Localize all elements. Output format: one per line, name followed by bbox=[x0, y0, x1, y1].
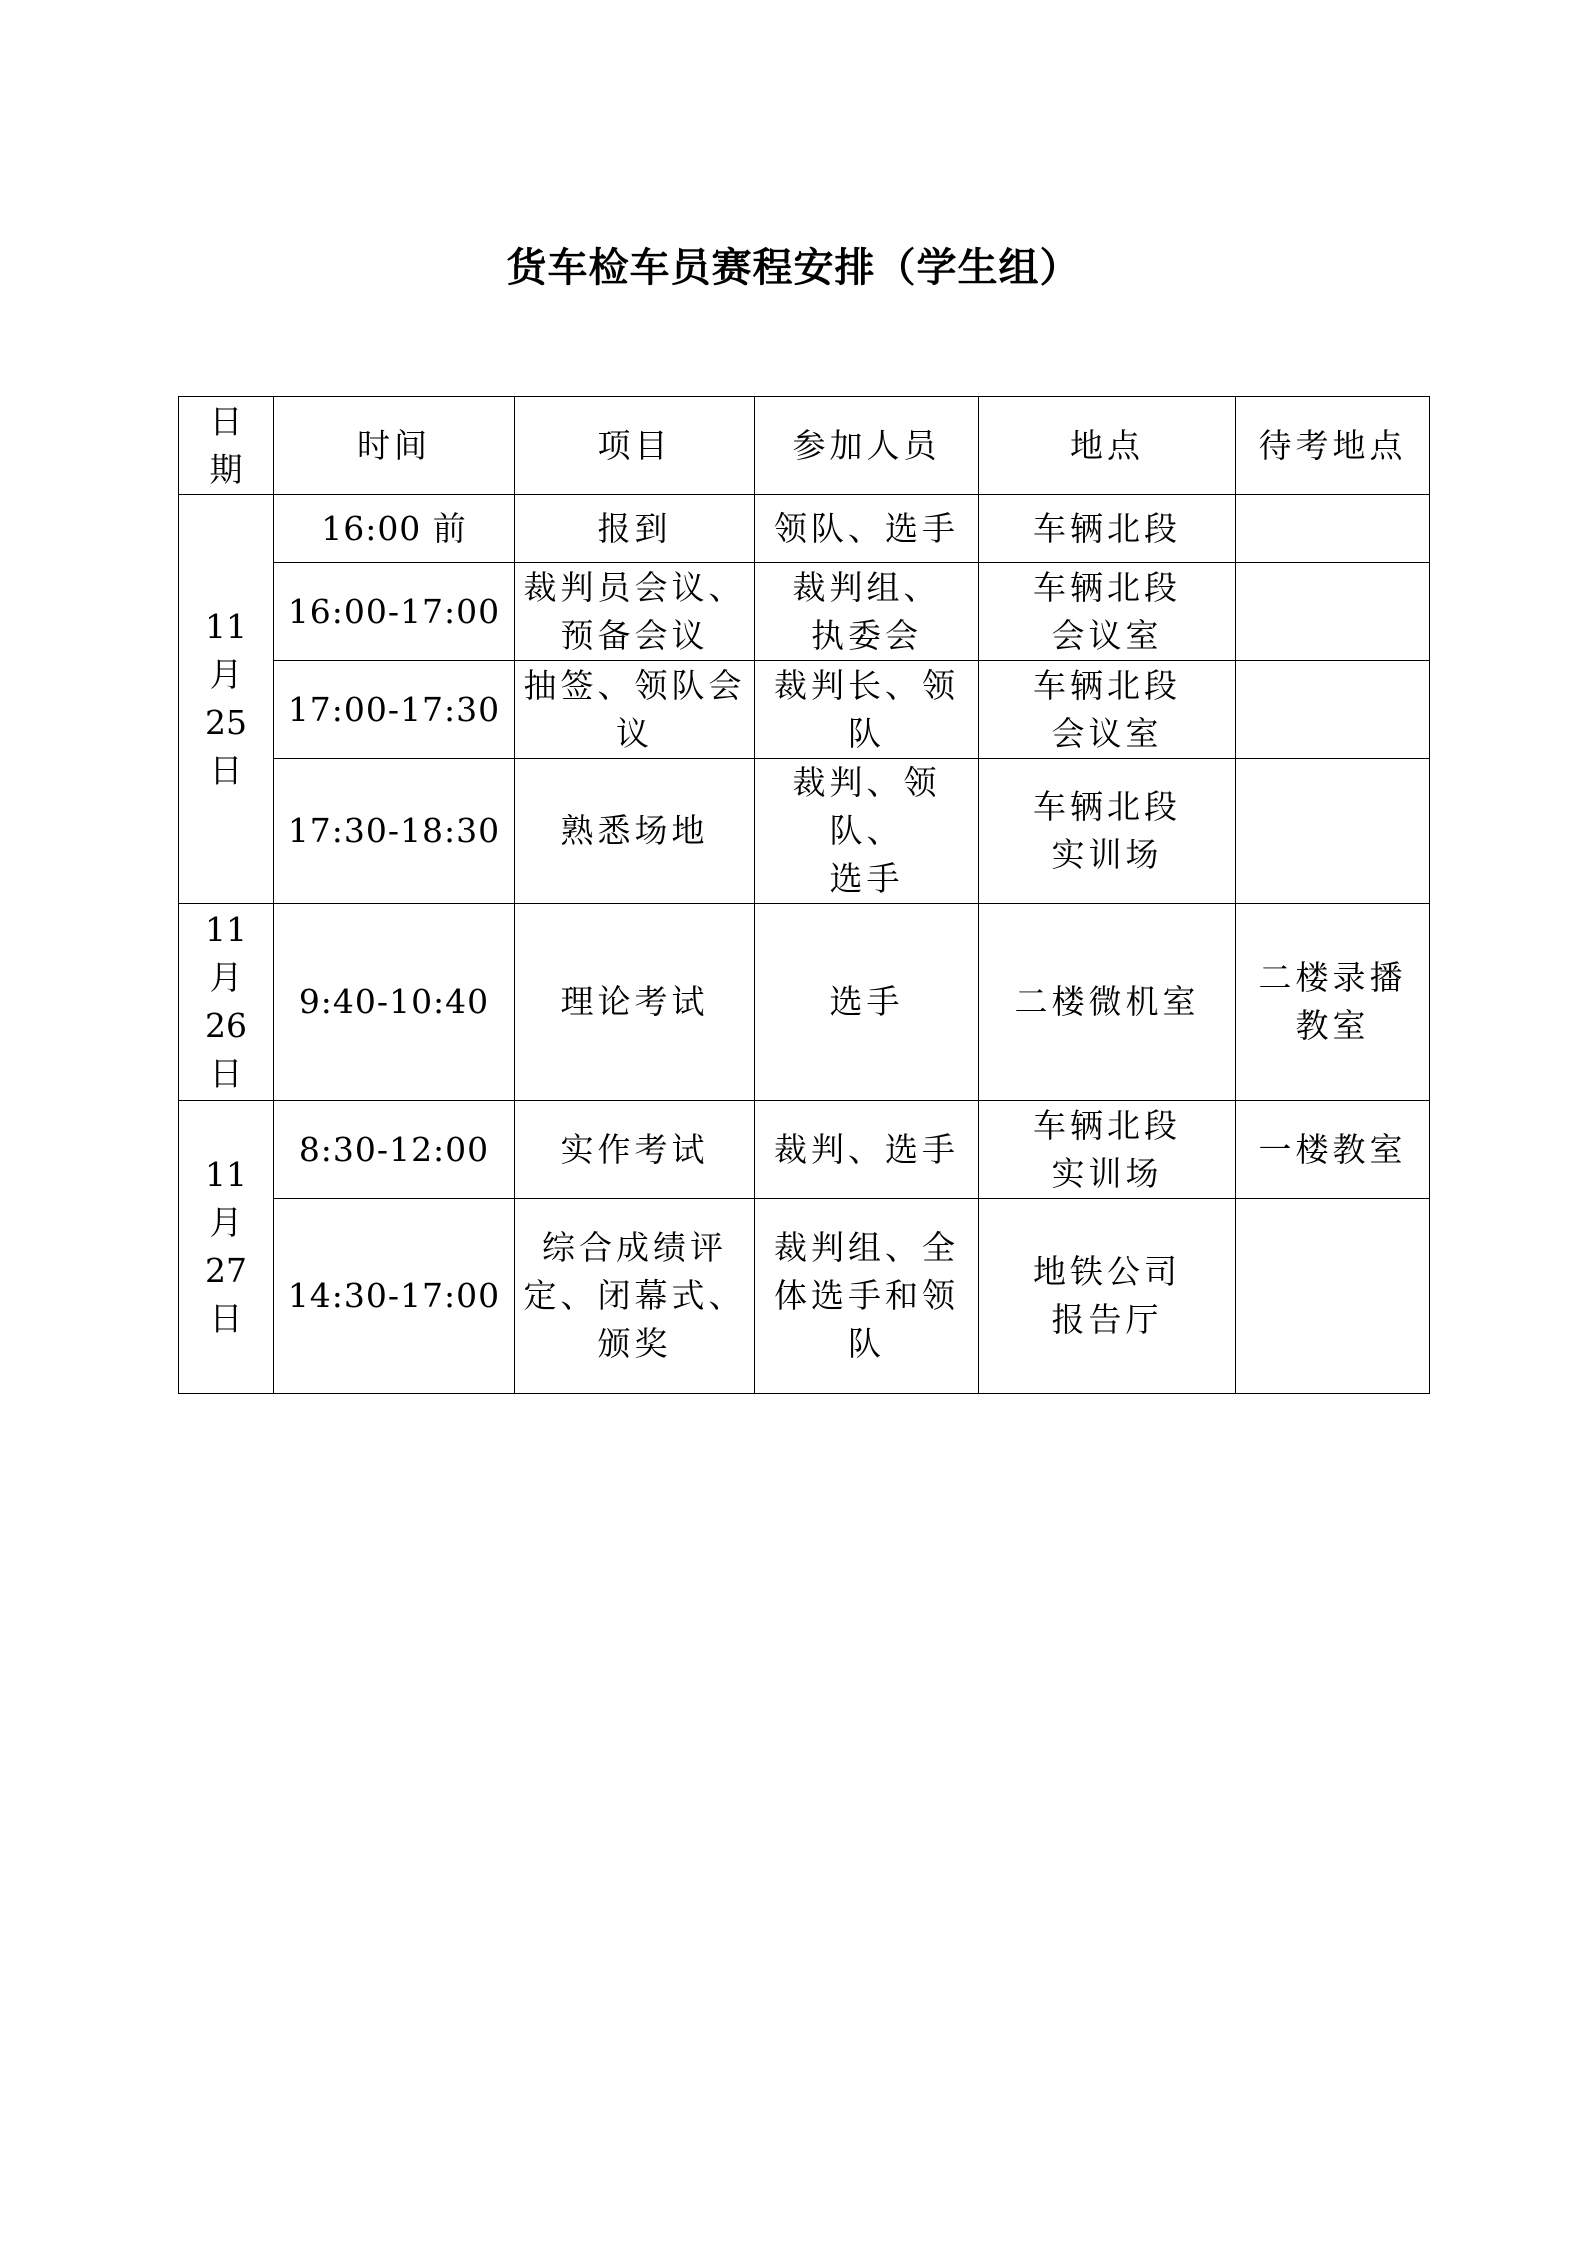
location-line: 会议室 bbox=[1051, 713, 1163, 753]
time-cell: 17:00-17:30 bbox=[274, 661, 515, 759]
participants-cell bbox=[755, 1199, 979, 1394]
participants-line: 队 bbox=[848, 713, 885, 753]
item-line: 理论考试 bbox=[560, 982, 709, 1021]
location-cell bbox=[979, 661, 1236, 759]
item-cell bbox=[515, 563, 755, 661]
location-line: 车辆北段 bbox=[1033, 787, 1181, 826]
item-cell bbox=[515, 495, 755, 563]
waiting-location-cell bbox=[1236, 1199, 1430, 1394]
participants-cell bbox=[755, 563, 979, 661]
date-line: 月 bbox=[209, 1203, 243, 1242]
location-line: 车辆北段 bbox=[1033, 1105, 1181, 1145]
item-line: 实作考试 bbox=[560, 1129, 709, 1169]
participants-line: 执委会 bbox=[811, 615, 922, 655]
date-line: 26 bbox=[205, 1006, 247, 1045]
item-line: 综合成绩评 bbox=[542, 1228, 727, 1267]
date-line: 日 bbox=[209, 1054, 243, 1093]
table-row bbox=[179, 759, 1430, 904]
item-line: 议 bbox=[616, 713, 653, 753]
participants-line: 选手 bbox=[829, 982, 904, 1021]
date-cell bbox=[179, 495, 274, 904]
participants-line: 队 bbox=[848, 1324, 885, 1363]
waiting-location-cell bbox=[1236, 661, 1430, 759]
item-cell bbox=[515, 904, 755, 1101]
participants-line: 裁判、领队、 bbox=[792, 763, 941, 850]
location-line: 车辆北段 bbox=[1033, 665, 1181, 705]
date-line: 25 bbox=[205, 703, 247, 742]
time-cell: 14:30-17:00 bbox=[274, 1199, 515, 1394]
location-line: 实训场 bbox=[1051, 835, 1163, 874]
location-cell bbox=[979, 904, 1236, 1101]
location-cell bbox=[979, 759, 1236, 904]
location-cell bbox=[979, 1101, 1236, 1199]
header-date bbox=[179, 397, 274, 495]
date-line: 日 bbox=[209, 1299, 243, 1338]
table-row bbox=[179, 1101, 1430, 1199]
participants-line: 裁判长、领 bbox=[774, 665, 959, 705]
participants-cell bbox=[755, 904, 979, 1101]
location-line: 地铁公司 bbox=[1033, 1252, 1181, 1291]
participants-line: 裁判组、 bbox=[792, 567, 941, 607]
header-waiting-location: 待考地点 bbox=[1236, 397, 1430, 495]
participants-line: 领队、选手 bbox=[774, 508, 959, 548]
date-line: 月 bbox=[209, 655, 243, 694]
location-cell bbox=[979, 495, 1236, 563]
page-title: 货车检车员赛程安排（学生组） bbox=[506, 245, 1081, 291]
waiting-location-cell bbox=[1236, 759, 1430, 904]
time-cell: 8:30-12:00 bbox=[274, 1101, 515, 1199]
header-participants: 参加人员 bbox=[755, 397, 979, 495]
schedule-table bbox=[178, 396, 1430, 1394]
item-line: 报到 bbox=[597, 508, 672, 548]
item-line: 抽签、领队会 bbox=[523, 665, 746, 705]
date-line: 月 bbox=[209, 958, 243, 997]
header-date-line: 期 bbox=[209, 449, 243, 489]
location-line: 会议室 bbox=[1051, 615, 1163, 655]
participants-cell bbox=[755, 495, 979, 563]
item-line: 定、闭幕式、 bbox=[523, 1276, 746, 1315]
waiting-location-cell bbox=[1236, 904, 1430, 1101]
item-cell bbox=[515, 759, 755, 904]
header-time: 时间 bbox=[274, 397, 515, 495]
location-cell bbox=[979, 1199, 1236, 1394]
waiting-location-line: 一楼教室 bbox=[1258, 1129, 1407, 1169]
participants-line: 体选手和领 bbox=[774, 1276, 959, 1315]
date-line: 日 bbox=[209, 751, 243, 790]
waiting-location-line: 教室 bbox=[1295, 1006, 1370, 1045]
date-line: 27 bbox=[205, 1251, 247, 1290]
item-line: 颁奖 bbox=[597, 1324, 672, 1363]
header-item: 项目 bbox=[515, 397, 755, 495]
date-cell bbox=[179, 904, 274, 1101]
time-cell: 16:00-17:00 bbox=[274, 563, 515, 661]
item-line: 裁判员会议、 bbox=[523, 567, 746, 607]
location-line: 车辆北段 bbox=[1033, 567, 1181, 607]
date-line: 11 bbox=[205, 1155, 247, 1194]
table-row bbox=[179, 563, 1430, 661]
time-cell: 9:40-10:40 bbox=[274, 904, 515, 1101]
header-date-line: 日 bbox=[209, 401, 243, 441]
date-line: 11 bbox=[205, 607, 247, 646]
location-line: 报告厅 bbox=[1051, 1300, 1163, 1339]
date-cell bbox=[179, 1101, 274, 1394]
table-row bbox=[179, 661, 1430, 759]
time-cell: 16:00 前 bbox=[274, 495, 515, 563]
location-line: 车辆北段 bbox=[1033, 508, 1181, 548]
waiting-location-line: 二楼录播 bbox=[1258, 958, 1407, 997]
participants-cell bbox=[755, 661, 979, 759]
item-line: 熟悉场地 bbox=[560, 811, 709, 850]
item-cell bbox=[515, 1101, 755, 1199]
waiting-location-cell bbox=[1236, 563, 1430, 661]
location-line: 二楼微机室 bbox=[1014, 982, 1200, 1021]
location-cell bbox=[979, 563, 1236, 661]
item-line: 预备会议 bbox=[560, 615, 709, 655]
date-line: 11 bbox=[205, 910, 247, 949]
waiting-location-cell bbox=[1236, 495, 1430, 563]
item-cell bbox=[515, 661, 755, 759]
table-row bbox=[179, 495, 1430, 563]
participants-cell bbox=[755, 759, 979, 904]
header-location: 地点 bbox=[979, 397, 1236, 495]
table-row bbox=[179, 1199, 1430, 1394]
table-row bbox=[179, 904, 1430, 1101]
waiting-location-cell bbox=[1236, 1101, 1430, 1199]
header-row bbox=[179, 397, 1430, 495]
participants-line: 裁判、选手 bbox=[774, 1129, 959, 1169]
participants-cell bbox=[755, 1101, 979, 1199]
time-cell: 17:30-18:30 bbox=[274, 759, 515, 904]
participants-line: 选手 bbox=[829, 859, 904, 898]
participants-line: 裁判组、全 bbox=[774, 1228, 959, 1267]
location-line: 实训场 bbox=[1051, 1153, 1163, 1193]
item-cell bbox=[515, 1199, 755, 1394]
